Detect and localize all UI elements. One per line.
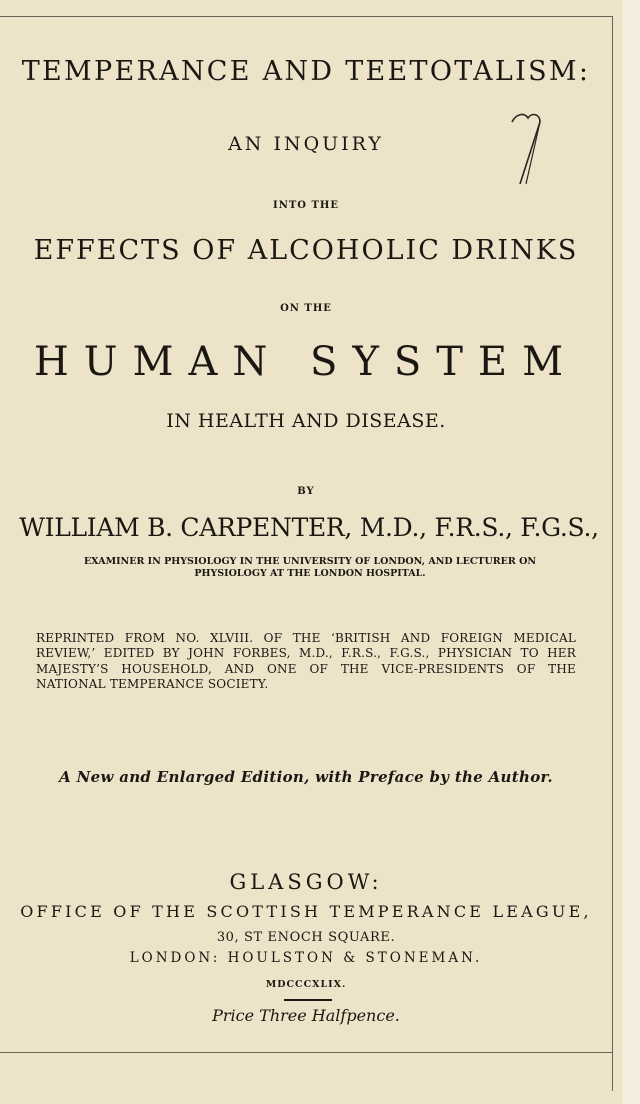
imprint-year: MDCCCXLIX.	[265, 979, 347, 990]
price-line: Price Three Halfpence.	[212, 1006, 400, 1025]
human-system-heading: HUMAN SYSTEM	[33, 339, 579, 385]
imprint-city: GLASGOW:	[229, 870, 383, 894]
main-title: TEMPERANCE AND TEETOTALISM:	[21, 56, 591, 87]
author-name: WILLIAM B. CARPENTER, M.D., F.R.S., F.G.S.,	[19, 513, 599, 542]
subtitle: AN INQUIRY	[228, 133, 384, 155]
pencil-numeral-mark	[506, 108, 546, 188]
effects-line: EFFECTS OF ALCOHOLIC DRINKS	[33, 235, 579, 266]
bottom-border-rule	[0, 1052, 612, 1053]
imprint-office: OFFICE OF THE SCOTTISH TEMPERANCE LEAGUE,	[20, 902, 592, 921]
right-border-rule	[612, 16, 613, 1091]
imprint-london: LONDON: HOULSTON & STONEMAN.	[129, 950, 483, 966]
by-label: BY	[297, 486, 315, 497]
health-disease-line: IN HEALTH AND DISEASE.	[166, 410, 446, 432]
page-edge	[622, 0, 640, 1104]
price-rule	[284, 999, 332, 1001]
reprint-note: REPRINTED FROM NO. XLVIII. OF THE ‘BRITISH AND FOREIGN MEDICAL REVIEW,’ EDITED BY JOHN FORBES, M.D., F.R.S., F.G.S., PHYSICIAN TO HER MAJESTY’S HOUSEHOLD, AND ONE OF THE VICE-PRESIDENTS OF THE NATIONAL TEMPERANCE SOCIETY.	[36, 631, 576, 692]
into-the-label: INTO THE	[273, 200, 339, 211]
author-credentials: EXAMINER IN PHYSIOLOGY IN THE UNIVERSITY OF LONDON, AND LECTURER ON PHYSIOLOGY AT THE LONDON HOSPITAL.	[83, 556, 537, 579]
edition-note: A New and Enlarged Edition, with Preface by the Author.	[59, 768, 553, 786]
top-border-rule	[0, 16, 612, 17]
imprint-address: 30, ST ENOCH SQUARE.	[216, 930, 396, 945]
on-the-label: ON THE	[280, 303, 332, 314]
